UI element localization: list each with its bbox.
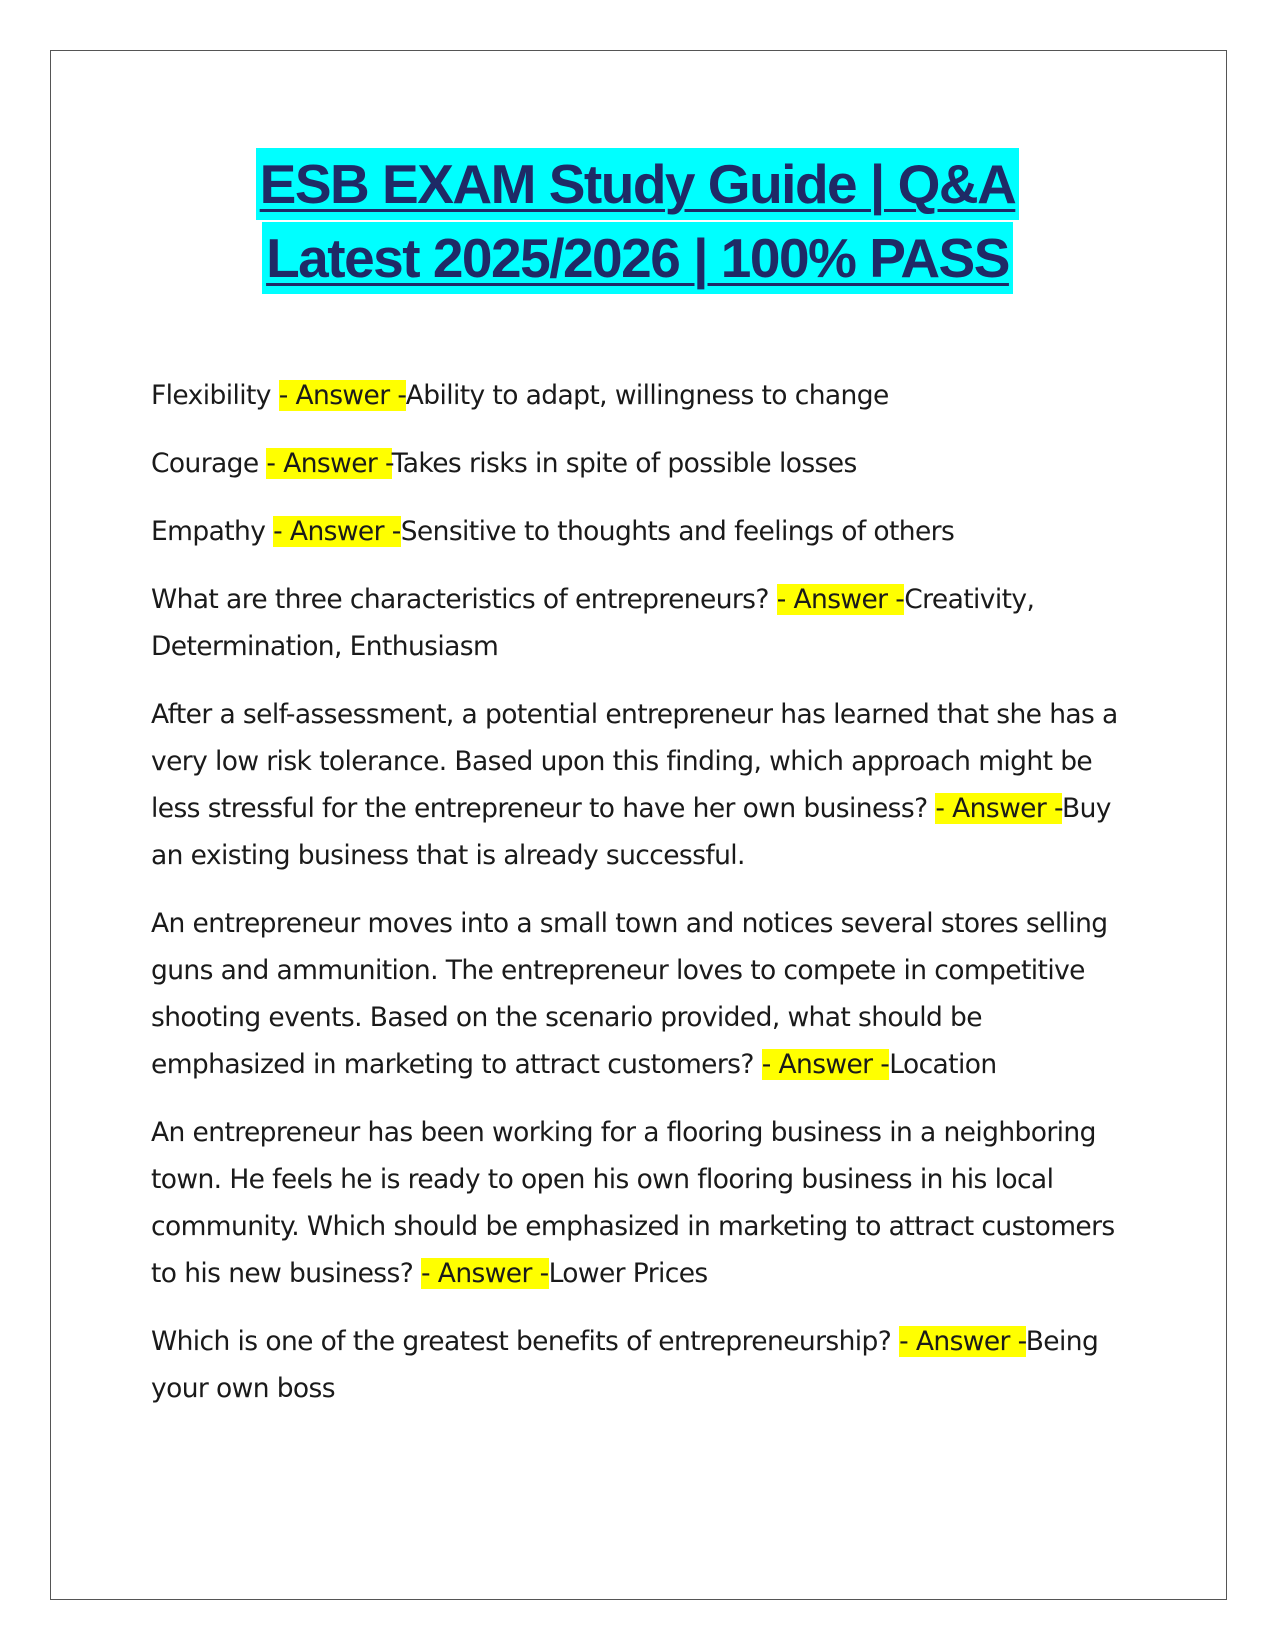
answer-label: - Answer -	[273, 516, 401, 547]
answer-label: - Answer -	[266, 448, 392, 479]
answer-label: - Answer -	[899, 1326, 1026, 1357]
answer-text: Being your own boss	[151, 1326, 1099, 1404]
question-text: An entrepreneur has been working for a flooring business in a neighboring town. He feels he is ready to open his own flooring business in his local community. Which should be emphasized in marketing to attract customers to his new business?	[151, 1117, 1115, 1289]
answer-text: Sensitive to thoughts and feelings of others	[400, 516, 955, 547]
qa-list	[151, 372, 1131, 1433]
question-text: Empathy	[151, 516, 274, 547]
page-title	[60, 148, 1215, 296]
answer-text: Takes risks in spite of possible losses	[391, 448, 857, 479]
answer-label: - Answer -	[421, 1258, 549, 1289]
answer-label: - Answer -	[761, 1049, 890, 1080]
question-text: Which is one of the greatest benefits of entrepreneurship?	[151, 1326, 900, 1357]
question-text: After a self-assessment, a potential entrepreneur has learned that she has a very low risk tolerance. Based upon this finding, which approach might be less stressful for the entrepreneur to have her own business?	[151, 699, 1118, 824]
title-line-2: Latest 2025/2026 | 100% PASS	[262, 222, 1013, 294]
title-line-1: ESB EXAM Study Guide | Q&A	[256, 148, 1020, 220]
answer-label: - Answer -	[935, 793, 1062, 824]
qa-item	[151, 1318, 1131, 1412]
answer-text: Ability to adapt, willingness to change	[405, 380, 889, 411]
qa-item	[151, 900, 1131, 1088]
question-text: An entrepreneur moves into a small town and notices several stores selling guns and ammunition. The entrepreneur loves to compete in competitive shooting events. Based on the scenario provided, what should be emphasized in marketing to attract customers?	[151, 908, 1108, 1080]
question-text: Flexibility	[151, 380, 279, 411]
qa-item	[151, 691, 1131, 879]
qa-item	[151, 440, 1131, 487]
answer-label: - Answer -	[278, 380, 406, 411]
answer-text: Location	[889, 1049, 997, 1080]
answer-text: Buy an existing business that is already successful.	[151, 793, 1111, 871]
qa-item	[151, 1109, 1131, 1297]
question-text: Courage	[151, 448, 267, 479]
qa-item	[151, 508, 1131, 555]
answer-text: Creativity, Determination, Enthusiasm	[151, 584, 1035, 662]
qa-item	[151, 576, 1131, 670]
answer-text: Lower Prices	[548, 1258, 708, 1289]
answer-label: - Answer -	[776, 584, 905, 615]
qa-item	[151, 372, 1131, 419]
question-text: What are three characteristics of entrepreneurs?	[151, 584, 777, 615]
